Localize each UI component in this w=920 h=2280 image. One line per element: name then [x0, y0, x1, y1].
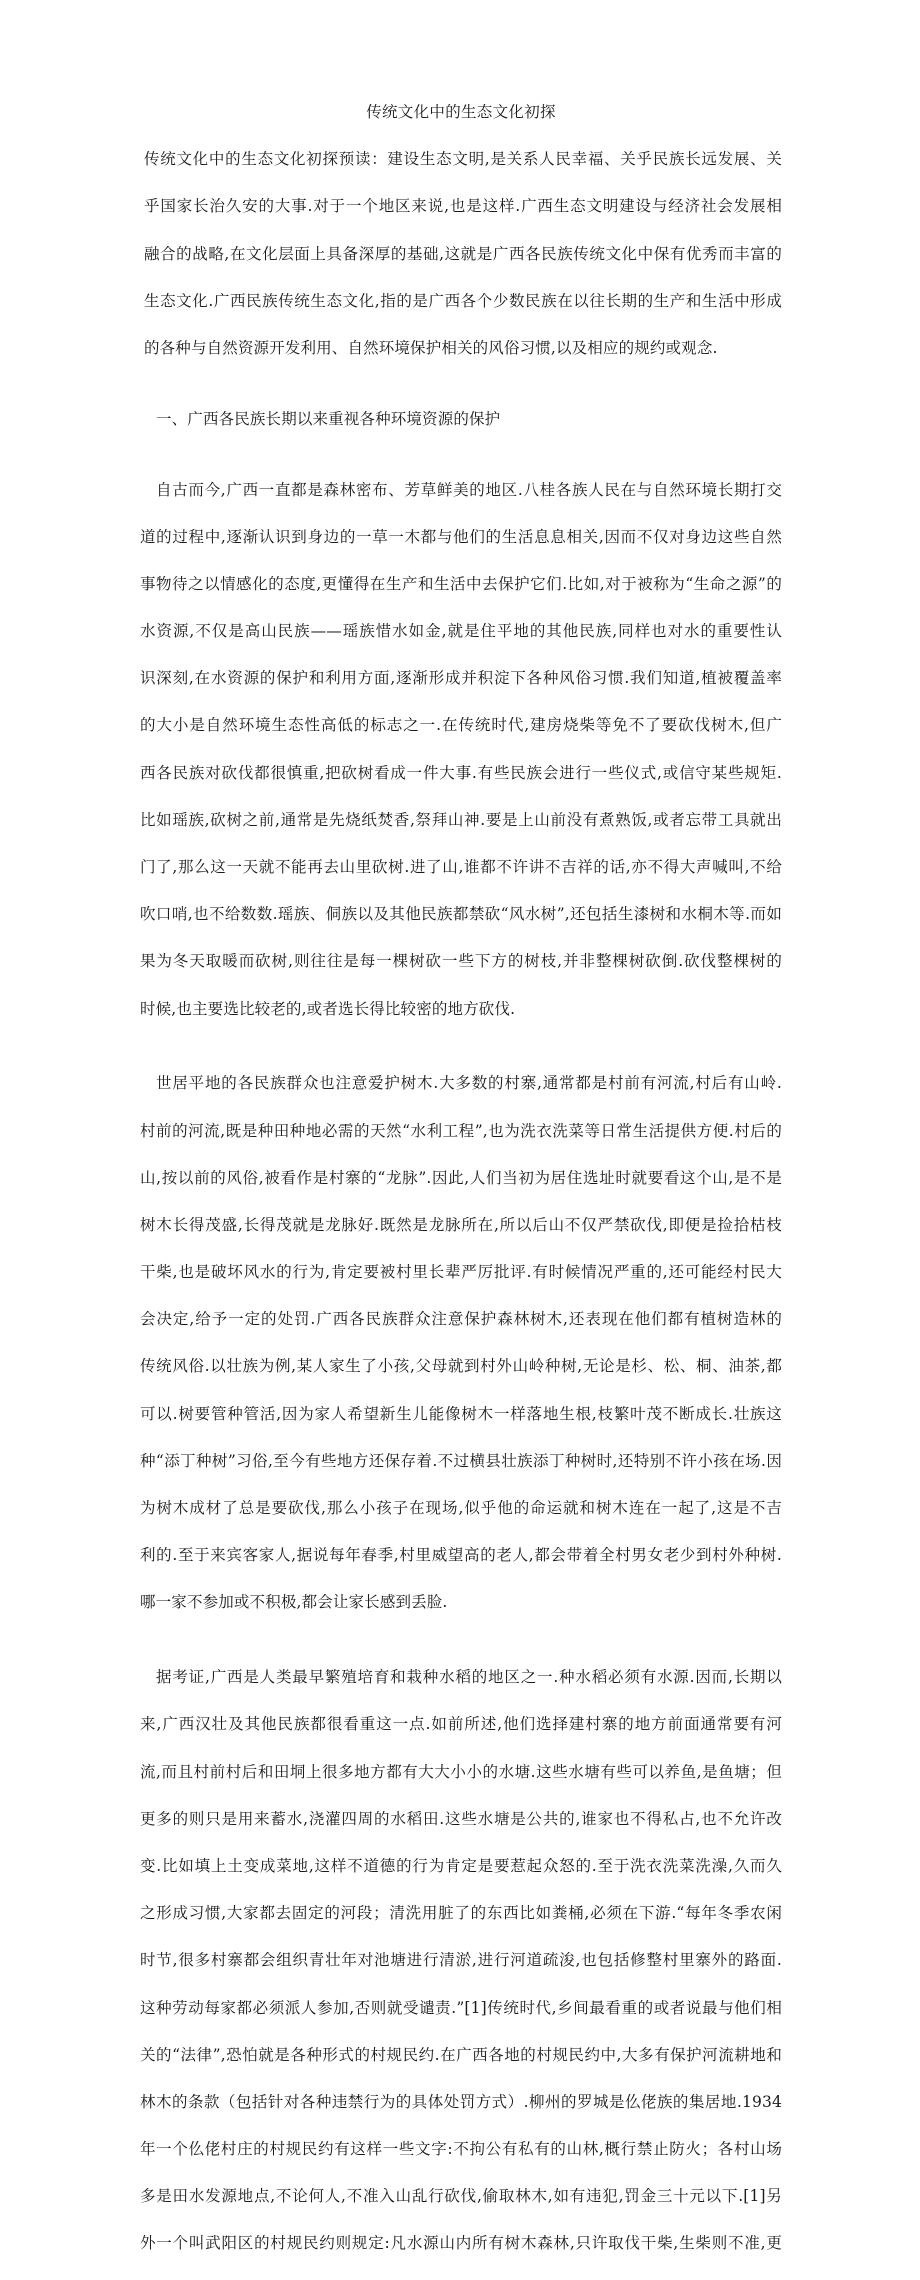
text-line: 可以.树要管种管活,因为家人希望新生儿能像树木一样落地生根,枝繁叶茂不断成长.壮族这: [140, 1404, 782, 1423]
paragraph-tree-planting: [140, 1049, 782, 1639]
text-line: 果为冬天取暖而砍树,则往往是每一棵树砍一些下方的树枝,并非整棵树砍倒.砍伐整棵树的: [140, 952, 782, 971]
text-line: 自古而今,广西一直都是森林密布、芳草鲜美的地区.八桂各族人民在与自然环境长期打交: [156, 480, 782, 499]
text-line: 来,广西汉壮及其他民族都很看重这一点.如前所述,他们选择建村寨的地方前面通常要有河: [140, 1715, 782, 1734]
text-line: 为树木成材了总是要砍伐,那么小孩子在现场,似乎他的命运就和树木连在一起了,这是不吉: [140, 1499, 782, 1518]
text-line: 更多的则只是用来蓄水,浇灌四周的水稻田.这些水塘是公共的,谁家也不得私占,也不允许改: [140, 1809, 782, 1828]
text-line: 之形成习惯,大家都去固定的河段；清洗用脏了的东西比如粪桶,必须在下游.“每年冬季农闲: [140, 1904, 782, 1923]
text-line: 的大小是自然环境生态性高低的标志之一.在传统时代,建房烧柴等免不了要砍伐树木,但广: [140, 716, 782, 735]
text-line: 种“添丁种树”习俗,至今有些地方还保存着.不过横县壮族添丁种树时,还特别不许小孩在场.因: [140, 1451, 782, 1470]
paragraph-water-resources: [140, 1643, 782, 2280]
text-line: 生态文化.广西民族传统生态文化,指的是广西各个少数民族在以往长期的生产和生活中形成: [144, 291, 782, 310]
text-line: 传统文化中的生态文化初探预读：建设生态文明,是关系人民幸福、关乎民族长远发展、关: [144, 150, 782, 169]
text-line: 融合的战略,在文化层面上具备深厚的基础,这就是广西各民族传统文化中保有优秀而丰富的: [144, 244, 782, 263]
text-line: 利的.至于来宾客家人,据说每年春季,村里威望高的老人,都会带着全村男女老少到村外种树.: [140, 1546, 782, 1565]
text-line: 传统风俗.以壮族为例,某人家生了小孩,父母就到村外山岭种树,无论是杉、松、桐、油茶,都: [140, 1357, 782, 1376]
text-line: 西各民族对砍伐都很慎重,把砍树看成一件大事.有些民族会进行一些仪式,或信守某些规矩.: [140, 763, 782, 782]
text-line: 多是田水发源地点,不论何人,不准入山乱行砍伐,偷取林木,如有违犯,罚金三十元以下.[1]另: [140, 2187, 782, 2206]
text-line: 流,而且村前村后和田垌上很多地方都有大大小小的水塘.这些水塘有些可以养鱼,是鱼塘；但: [140, 1762, 782, 1781]
paragraph-forest-protection: [140, 455, 782, 1045]
text-line: 识深刻,在水资源的保护和利用方面,逐渐形成并积淀下各种风俗习惯.我们知道,植被覆盖率: [140, 669, 782, 688]
text-line: 门了,那么这一天就不能再去山里砍树.进了山,谁都不许讲不吉祥的话,亦不得大声喊叫,不给: [140, 858, 782, 876]
text-line: 会决定,给予一定的处罚.广西各民族群众注意保护森林树木,还表现在他们都有植树造林的: [140, 1310, 782, 1329]
document-title: 传统文化中的生态文化初探: [366, 103, 556, 121]
text-line: 干柴,也是破坏风水的行为,肯定要被村里长辈严厉批评.有时候情况严重的,还可能经村民大: [140, 1263, 782, 1282]
text-line: 乎国家长治久安的大事.对于一个地区来说,也是这样.广西生态文明建设与经济社会发展相: [144, 197, 782, 216]
text-line: 比如瑶族,砍树之前,通常是先烧纸焚香,祭拜山神.要是上山前没有煮熟饭,或者忘带工具就出: [140, 810, 782, 829]
text-line: 水资源,不仅是高山民族——瑶族惜水如金,就是住平地的其他民族,同样也对水的重要性认: [140, 622, 782, 641]
document-page: [140, 101, 782, 2280]
text-line: 变.比如填上土变成菜地,这样不道德的行为肯定是要惹起众怒的.至于洗衣洗菜洗澡,久而久: [140, 1856, 782, 1875]
text-line: 树木长得茂盛,长得茂就是龙脉好.既然是龙脉所在,所以后山不仅严禁砍伐,即便是捡拾枯枝: [140, 1215, 782, 1234]
text-line: 据考证,广西是人类最早繁殖培育和栽种水稻的地区之一.种水稻必须有水源.因而,长期以: [156, 1668, 782, 1687]
text-line: 时候,也主要选比较老的,或者选长得比较密的地方砍伐.: [140, 999, 516, 1018]
section-heading: [140, 384, 782, 455]
text-line: 林木的条款（包括针对各种违禁行为的具体处罚方式）.柳州的罗城是仫佬族的集居地.1934: [140, 2092, 782, 2111]
text-line: 年一个仫佬村庄的村规民约有这样一些文字:不拘公有私有的山林,概行禁止防火；各村山场: [140, 2140, 782, 2159]
text-line: 山,按以前的风俗,被看作是村寨的“龙脉”.因此,人们当初为居住选址时就要看这个山,是不是: [140, 1168, 782, 1187]
text-line: 吹口哨,也不给数数.瑶族、侗族以及其他民族都禁砍“风水树”,还包括生漆树和水桐木等.而如: [140, 905, 782, 924]
text-line: 这种劳动每家都必须派人参加,否则就受谴责.”[1]传统时代,乡间最看重的或者说最与他们相: [140, 1998, 782, 2017]
text-line: 关的“法律”,恐怕就是各种形式的村规民约.在广西各地的村规民约中,大多有保护河流耕地和: [140, 2045, 782, 2064]
text-line: 道的过程中,逐渐认识到身边的一草一木都与他们的生活息息相关,因而不仅对身边这些自然: [140, 527, 782, 546]
text-line: 世居平地的各民族群众也注意爱护树木.大多数的村寨,通常都是村前有河流,村后有山岭.: [156, 1074, 782, 1093]
text-line: 外一个叫武阳区的村规民约则规定:凡水源山内所有树木森林,只许取伐干柴,生柴则不准,更: [140, 2234, 782, 2253]
text-line: 事物待之以情感化的态度,更懂得在生产和生活中去保护它们.比如,对于被称为“生命之源”的: [140, 574, 782, 593]
intro-paragraph: [140, 125, 782, 385]
text-line: 村前的河流,既是种田种地必需的天然“水利工程”,也为洗衣洗菜等日常生活提供方便.村后的: [140, 1121, 782, 1140]
heading-text: 一、广西各民族长期以来重视各种环境资源的保护: [156, 409, 501, 428]
text-line: 哪一家不参加或不积极,都会让家长感到丢脸.: [140, 1593, 448, 1612]
text-line: 的各种与自然资源开发利用、自然环境保护相关的风俗习惯,以及相应的规约或观念.: [144, 338, 718, 357]
text-line: 时节,很多村寨都会组织青壮年对池塘进行清淤,进行河道疏浚,也包括修整村里寨外的路面.: [140, 1951, 782, 1970]
